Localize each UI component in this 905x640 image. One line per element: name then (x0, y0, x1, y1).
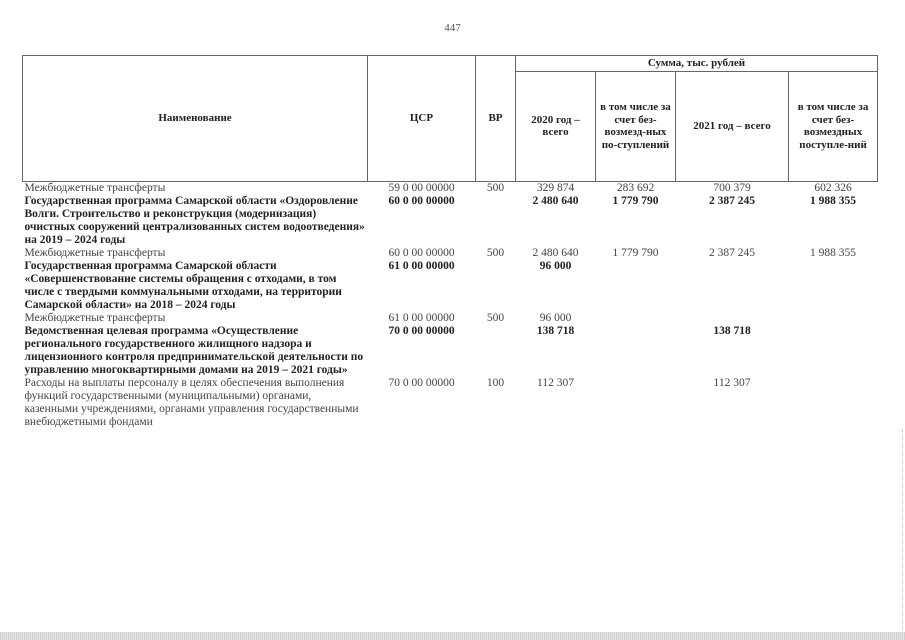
row-2020-grants (596, 377, 676, 429)
row-vr: 500 (486, 246, 505, 259)
row-vr (476, 260, 516, 312)
table-row (23, 247, 878, 260)
header-csr: ЦСР (368, 56, 476, 182)
row-csr: 60 0 00 00000 (388, 194, 455, 207)
row-vr: 500 (486, 181, 505, 194)
header-sum-group: Сумма, тыс. рублей (516, 56, 878, 72)
page-number: 447 (444, 22, 461, 34)
row-vr (476, 195, 516, 247)
row-2021-grants (789, 312, 878, 325)
row-2021-grants: 1 988 355 (810, 194, 856, 207)
row-2020-grants: 1 779 790 (612, 194, 659, 207)
row-2021-grants: 1 988 355 (810, 246, 856, 259)
row-2020-total: 2 480 640 (532, 246, 579, 259)
table-row (23, 312, 878, 325)
row-name: Государственная программа Самарской области «Совершенствование системы обращения с отходами, в том числе с твердыми коммунальными отходами, на территории Самарской области» на 2018 – 2024 годы (24, 259, 342, 311)
row-csr: 61 0 00 00000 (388, 259, 455, 272)
row-2021-total: 112 307 (713, 376, 751, 389)
row-vr: 100 (486, 376, 505, 389)
row-2020-grants: 1 779 790 (612, 246, 659, 259)
budget-table (22, 55, 878, 429)
table-row (23, 181, 878, 195)
header-name: Наименование (23, 56, 368, 182)
row-name: Расходы на выплаты персоналу в целях обеспечения выполнения функций государственными (муниципальными) органами, казенными учреждениями, органами управления государственными внебюджетными фондами (24, 376, 359, 428)
header-2020-grants: в том числе за счет без-возмезд-ных по-ступлений (596, 71, 676, 181)
row-name: Ведомственная целевая программа «Осуществление регионального государственного жилищного надзора и лицензионного контроля предпринимательской деятельности по управлению многоквартирными домами на 2019 – 2021 годы» (24, 324, 364, 376)
row-name: Межбюджетные трансферты (24, 311, 166, 324)
table-row (23, 377, 878, 429)
table-row (23, 260, 878, 312)
row-2021-grants (789, 260, 878, 312)
row-2020-total: 329 874 (536, 181, 575, 194)
header-2021-grants: в том числе за счет без-возмездных поступле-ний (789, 71, 878, 181)
row-2021-grants (789, 325, 878, 377)
row-name: Межбюджетные трансферты (24, 181, 166, 194)
row-2020-grants (596, 325, 676, 377)
row-2021-total: 2 387 245 (709, 246, 755, 259)
row-vr: 500 (486, 311, 505, 324)
scan-edge-line (902, 430, 903, 630)
row-2021-grants (789, 377, 878, 429)
row-2021-grants: 602 326 (814, 181, 852, 194)
row-csr: 60 0 00 00000 (388, 246, 455, 259)
row-2020-total: 2 480 640 (532, 194, 579, 207)
header-2021-total: 2021 год – всего (676, 71, 789, 181)
table-row (23, 195, 878, 247)
row-2020-total: 96 000 (539, 259, 572, 272)
row-csr: 70 0 00 00000 (388, 376, 455, 389)
row-vr (476, 325, 516, 377)
header-2020-total: 2020 год – всего (516, 71, 596, 181)
row-2020-total: 96 000 (539, 311, 572, 324)
row-2021-total: 700 379 (713, 181, 751, 194)
row-2020-grants (596, 312, 676, 325)
row-2020-grants: 283 692 (616, 181, 655, 194)
row-csr: 61 0 00 00000 (388, 311, 455, 324)
row-2020-total: 138 718 (536, 324, 575, 337)
row-name: Государственная программа Самарской области «Оздоровление Волги. Строительство и реконструкция (модернизация) очистных сооружений централизованных систем водоотведения» на 2019 – 2024 годы (24, 194, 365, 246)
row-2021-total: 2 387 245 (709, 194, 755, 207)
row-2021-total (676, 312, 789, 325)
row-2020-total: 112 307 (537, 376, 574, 389)
scan-bottom-strip (0, 632, 905, 640)
header-vr: ВР (476, 56, 516, 182)
row-name: Межбюджетные трансферты (24, 246, 166, 259)
row-2020-grants (596, 260, 676, 312)
row-2021-total: 138 718 (713, 324, 751, 337)
row-csr: 59 0 00 00000 (388, 181, 455, 194)
row-2021-total (676, 260, 789, 312)
row-csr: 70 0 00 00000 (388, 324, 455, 337)
table-row (23, 325, 878, 377)
